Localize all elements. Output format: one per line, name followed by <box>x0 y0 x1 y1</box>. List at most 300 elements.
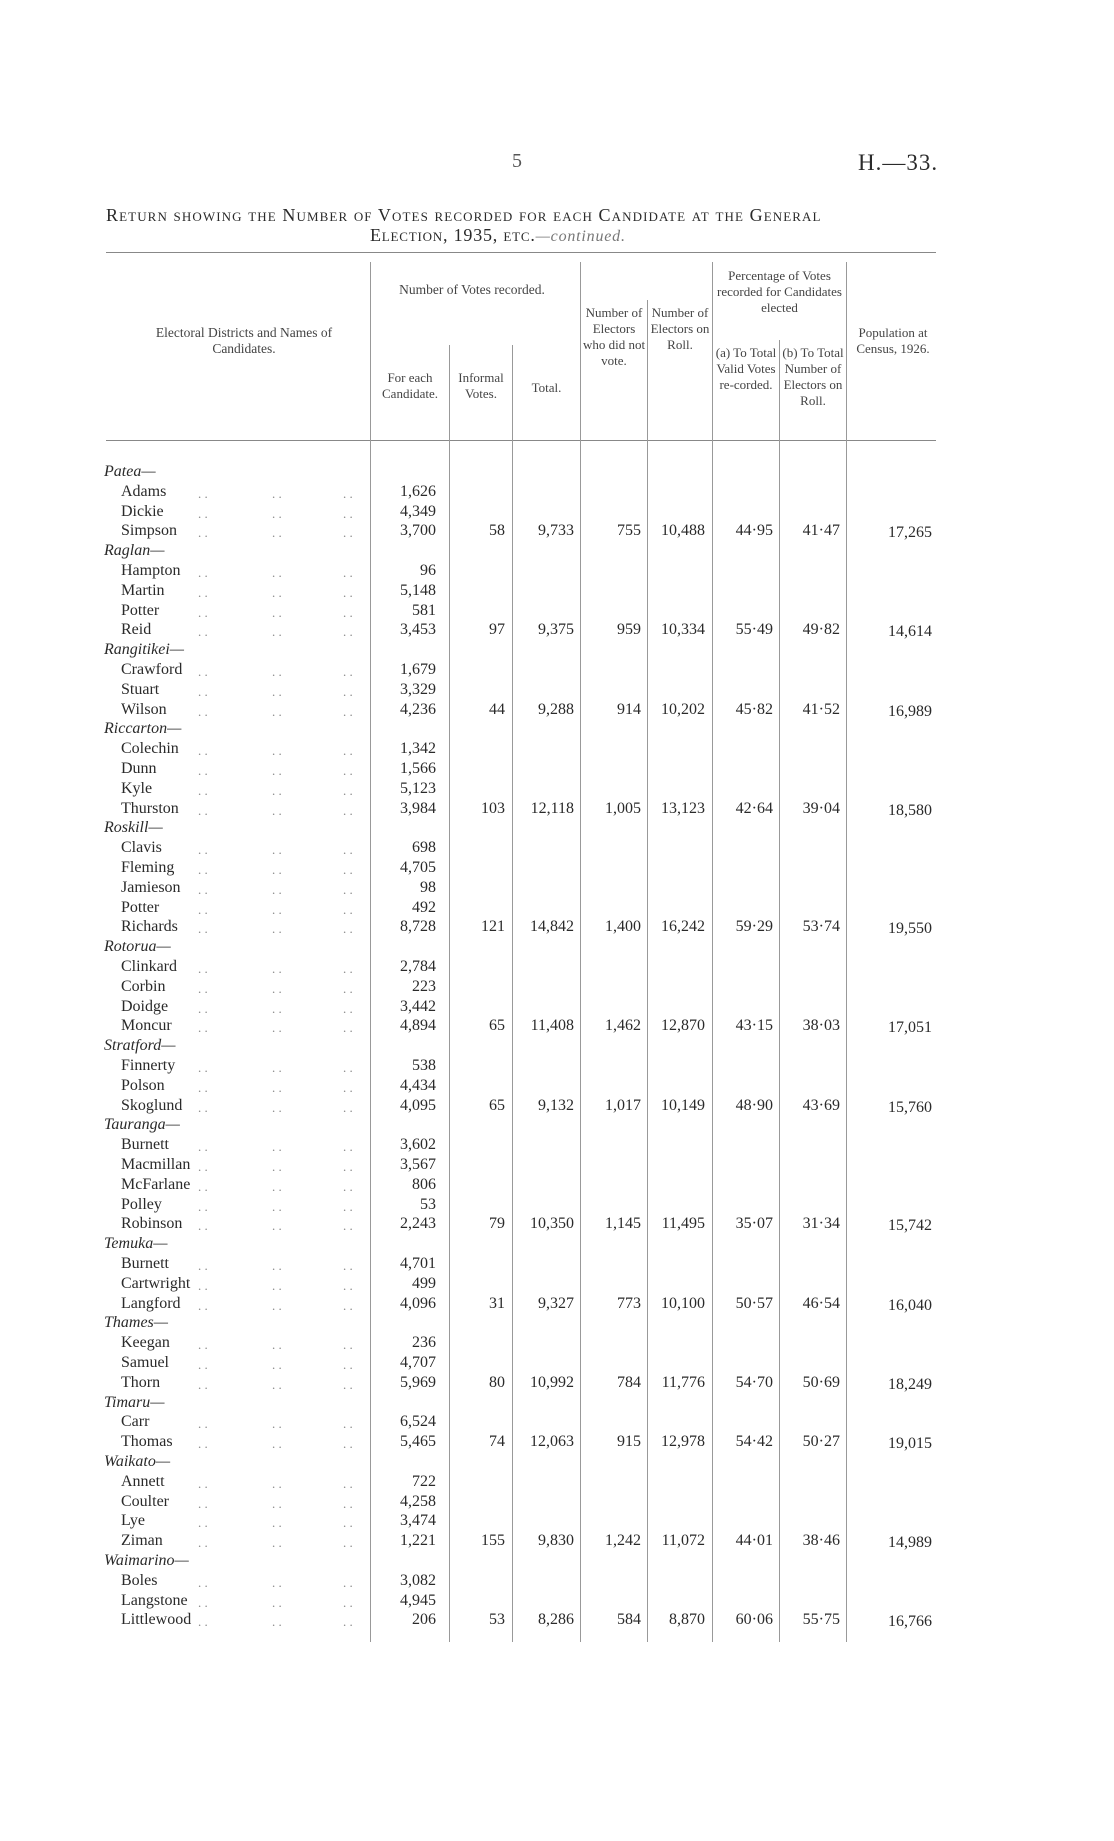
informal-votes: 103 <box>481 799 505 817</box>
leader-dots: . . <box>343 763 353 778</box>
leader-dots: . . <box>343 1574 353 1590</box>
candidate-name: Adams <box>121 482 167 500</box>
did-not-vote: 584 <box>617 1611 641 1629</box>
leader-dots: . . <box>198 1218 208 1234</box>
pct-electors: 50·69 <box>802 1373 840 1391</box>
pct-valid-votes: 55·49 <box>735 621 773 639</box>
candidate-votes: 4,096 <box>400 1294 436 1312</box>
leader-dots: . . <box>272 604 282 620</box>
candidate-name: McFarlane <box>121 1175 191 1193</box>
candidate-name: Dunn <box>121 760 157 777</box>
leader-dots: . . <box>272 802 282 818</box>
did-not-vote: 959 <box>617 621 641 639</box>
leader-dots: . . <box>272 1614 282 1630</box>
candidate-votes: 4,705 <box>400 859 436 876</box>
pct-electors: 50·27 <box>802 1433 840 1451</box>
header-districts: Electoral Districts and Names of Candidates. <box>155 325 333 356</box>
title-line-2: Election, 1935, etc.—continued. <box>370 225 626 245</box>
header-pct-electors: (b) To Total Number of Electors on Roll. <box>782 345 844 408</box>
candidate-votes: 53 <box>420 1195 436 1213</box>
pct-valid-votes: 44·95 <box>735 522 773 540</box>
leader-dots: . . <box>198 743 208 759</box>
leader-dots: . . <box>198 624 208 640</box>
total-votes: 9,733 <box>538 522 574 540</box>
pct-valid-votes: 35·07 <box>735 1215 773 1233</box>
pct-valid-votes: 54·42 <box>735 1433 773 1451</box>
district-name: Tauranga— <box>104 1116 180 1134</box>
leader-dots: . . <box>272 1357 282 1372</box>
leader-dots: . . <box>343 1139 353 1155</box>
pct-valid-votes: 59·29 <box>735 918 773 936</box>
did-not-vote: 755 <box>617 522 641 540</box>
candidate-votes: 3,453 <box>400 621 436 639</box>
candidate-name: Dickie <box>121 502 164 520</box>
total-votes: 9,288 <box>538 700 574 718</box>
candidate-name: Corbin <box>121 977 166 995</box>
electors-on-roll: 10,149 <box>661 1096 705 1114</box>
leader-dots: . . <box>272 664 282 679</box>
electors-on-roll: 11,495 <box>661 1215 705 1233</box>
candidate-votes: 1,221 <box>400 1532 436 1550</box>
leader-dots: . . <box>343 1337 353 1353</box>
candidate-votes: 499 <box>412 1274 436 1292</box>
informal-votes: 31 <box>489 1294 505 1312</box>
electors-on-roll: 16,242 <box>661 918 705 936</box>
leader-dots: . . <box>198 842 208 858</box>
population: 15,760 <box>888 1098 932 1116</box>
candidate-name: Coulter <box>121 1492 169 1510</box>
district-name: Riccarton— <box>104 720 182 738</box>
leader-dots: . . <box>272 862 282 877</box>
leader-dots: . . <box>198 1277 208 1293</box>
candidate-votes: 492 <box>412 898 436 916</box>
candidate-votes: 3,442 <box>400 997 436 1015</box>
leader-dots: . . <box>198 525 208 541</box>
leader-dots: . . <box>343 683 353 699</box>
did-not-vote: 1,145 <box>605 1215 641 1233</box>
leader-dots: . . <box>343 980 353 996</box>
candidate-name: Macmillan <box>121 1156 191 1173</box>
leader-dots: . . <box>343 1297 353 1313</box>
leader-dots: . . <box>343 664 353 679</box>
informal-votes: 65 <box>489 1096 505 1114</box>
candidate-name: Richards <box>121 918 178 936</box>
title-line-1: Return showing the Number of Votes recorded for each Candidate at the General <box>106 205 822 225</box>
leader-dots: . . <box>343 1475 353 1491</box>
candidate-votes: 581 <box>412 601 436 619</box>
leader-dots: . . <box>272 1218 282 1234</box>
header-on-roll: Number of Electors on Roll. <box>650 305 710 352</box>
leader-dots: . . <box>272 1198 282 1214</box>
candidate-name: Ziman <box>121 1532 163 1550</box>
leader-dots: . . <box>198 1297 208 1313</box>
leader-dots: . . <box>343 1376 353 1392</box>
pct-valid-votes: 50·57 <box>735 1294 773 1312</box>
header-did-not-vote: Number of Electors who did not vote. <box>582 305 646 368</box>
pct-electors: 41·52 <box>802 700 840 718</box>
leader-dots: . . <box>272 1574 282 1590</box>
candidate-votes: 3,984 <box>400 799 436 817</box>
did-not-vote: 784 <box>617 1373 641 1391</box>
candidate-votes: 5,465 <box>400 1433 436 1451</box>
candidate-votes: 698 <box>412 839 436 857</box>
total-votes: 9,375 <box>538 621 574 639</box>
informal-votes: 53 <box>489 1611 505 1629</box>
population: 14,989 <box>888 1534 932 1552</box>
leader-dots: . . <box>272 1535 282 1551</box>
leader-dots: . . <box>343 1060 353 1075</box>
candidate-votes: 4,894 <box>400 1017 436 1035</box>
leader-dots: . . <box>343 1594 353 1610</box>
district-name: Rangitikei— <box>104 641 184 659</box>
candidate-name: Carr <box>121 1413 150 1431</box>
leader-dots: . . <box>272 1416 282 1432</box>
header-pct-valid-votes: (a) To Total Valid Votes re-corded. <box>715 345 777 392</box>
pct-valid-votes: 43·15 <box>735 1017 773 1035</box>
total-votes: 9,132 <box>538 1096 574 1114</box>
district-name: Temuka— <box>104 1235 168 1253</box>
leader-dots: . . <box>343 802 353 818</box>
leader-dots: . . <box>198 980 208 996</box>
total-votes: 8,286 <box>538 1611 574 1629</box>
did-not-vote: 1,462 <box>605 1017 641 1035</box>
did-not-vote: 1,400 <box>605 918 641 936</box>
candidate-name: Cartwright <box>121 1274 191 1292</box>
electors-on-roll: 12,870 <box>661 1017 705 1035</box>
candidate-votes: 4,349 <box>400 502 436 520</box>
candidate-name: Skoglund <box>121 1096 183 1114</box>
informal-votes: 80 <box>489 1373 505 1391</box>
leader-dots: . . <box>272 1258 282 1273</box>
pct-electors: 43·69 <box>802 1096 840 1114</box>
total-votes: 10,992 <box>530 1373 574 1391</box>
pct-electors: 53·74 <box>802 918 840 936</box>
leader-dots: . . <box>198 485 208 501</box>
candidate-votes: 3,082 <box>400 1571 436 1589</box>
leader-dots: . . <box>198 1436 208 1452</box>
header-votes-recorded: Number of Votes recorded. <box>399 282 545 297</box>
leader-dots: . . <box>272 1297 282 1313</box>
pct-valid-votes: 60·06 <box>735 1611 773 1629</box>
leader-dots: . . <box>272 782 282 798</box>
electors-on-roll: 8,870 <box>669 1611 705 1629</box>
pct-electors: 41·47 <box>802 522 840 540</box>
electors-on-roll: 13,123 <box>661 799 705 817</box>
candidate-votes: 4,258 <box>400 1492 436 1510</box>
candidate-name: Clavis <box>121 839 162 857</box>
candidate-name: Thomas <box>121 1433 173 1451</box>
leader-dots: . . <box>198 1475 208 1491</box>
leader-dots: . . <box>343 1495 353 1511</box>
document-reference: H.—33. <box>858 150 939 175</box>
did-not-vote: 915 <box>617 1433 641 1451</box>
candidate-votes: 1,626 <box>400 482 436 500</box>
leader-dots: . . <box>343 1198 353 1214</box>
leader-dots: . . <box>272 485 282 501</box>
electors-on-roll: 12,978 <box>661 1433 705 1451</box>
candidate-votes: 96 <box>420 562 436 579</box>
total-votes: 14,842 <box>530 918 574 936</box>
leader-dots: . . <box>272 505 282 521</box>
candidate-votes: 98 <box>420 878 436 896</box>
pct-electors: 38·03 <box>802 1017 840 1035</box>
candidate-votes: 3,602 <box>400 1136 436 1154</box>
leader-dots: . . <box>198 703 208 719</box>
leader-dots: . . <box>272 1376 282 1392</box>
population: 18,249 <box>888 1375 932 1393</box>
leader-dots: . . <box>198 1337 208 1353</box>
candidate-votes: 3,700 <box>400 522 436 540</box>
leader-dots: . . <box>343 1258 353 1273</box>
candidate-name: Langford <box>121 1294 181 1312</box>
candidate-votes: 4,945 <box>400 1591 436 1609</box>
candidate-votes: 722 <box>412 1472 436 1490</box>
informal-votes: 121 <box>481 918 505 936</box>
leader-dots: . . <box>198 584 208 600</box>
leader-dots: . . <box>343 1079 353 1095</box>
leader-dots: . . <box>272 624 282 640</box>
leader-dots: . . <box>343 1515 353 1531</box>
electors-on-roll: 10,488 <box>661 522 705 540</box>
candidate-name: Finnerty <box>121 1057 176 1074</box>
leader-dots: . . <box>198 1178 208 1194</box>
candidate-votes: 3,329 <box>400 680 436 698</box>
leader-dots: . . <box>272 961 282 976</box>
pct-electors: 38·46 <box>802 1532 840 1550</box>
candidate-name: Boles <box>121 1571 158 1589</box>
population: 19,015 <box>888 1435 932 1453</box>
leader-dots: . . <box>198 1594 208 1610</box>
leader-dots: . . <box>343 624 353 640</box>
leader-dots: . . <box>198 802 208 818</box>
candidate-name: Keegan <box>121 1334 170 1352</box>
candidate-name: Simpson <box>121 522 178 540</box>
leader-dots: . . <box>343 1535 353 1551</box>
candidate-name: Littlewood <box>121 1611 192 1629</box>
informal-votes: 97 <box>489 621 505 639</box>
district-name: Stratford— <box>104 1037 176 1055</box>
pct-electors: 55·75 <box>802 1611 840 1629</box>
leader-dots: . . <box>198 862 208 877</box>
leader-dots: . . <box>343 743 353 759</box>
leader-dots: . . <box>198 664 208 679</box>
leader-dots: . . <box>198 1376 208 1392</box>
leader-dots: . . <box>272 1495 282 1511</box>
leader-dots: . . <box>198 1614 208 1630</box>
pct-electors: 49·82 <box>802 621 840 639</box>
candidate-votes: 1,566 <box>400 760 436 777</box>
district-name: Timaru— <box>104 1393 165 1411</box>
leader-dots: . . <box>272 703 282 719</box>
leader-dots: . . <box>343 921 353 937</box>
leader-dots: . . <box>343 1020 353 1036</box>
leader-dots: . . <box>343 901 353 917</box>
candidate-votes: 806 <box>412 1175 436 1193</box>
leader-dots: . . <box>198 1198 208 1214</box>
candidate-name: Langstone <box>121 1591 188 1609</box>
leader-dots: . . <box>272 1475 282 1491</box>
pct-valid-votes: 54·70 <box>735 1373 773 1391</box>
district-name: Raglan— <box>104 542 165 560</box>
candidate-name: Burnett <box>121 1136 169 1154</box>
leader-dots: . . <box>198 961 208 976</box>
population: 14,614 <box>888 623 932 641</box>
did-not-vote: 1,005 <box>605 799 641 817</box>
leader-dots: . . <box>272 1159 282 1174</box>
leader-dots: . . <box>272 1020 282 1036</box>
candidate-name: Polley <box>121 1195 162 1213</box>
candidate-votes: 1,342 <box>400 740 436 758</box>
leader-dots: . . <box>198 1139 208 1155</box>
leader-dots: . . <box>272 1139 282 1155</box>
pct-valid-votes: 45·82 <box>735 700 773 718</box>
header-for-each-candidate: For each Candidate. <box>382 370 438 401</box>
population: 15,742 <box>888 1217 932 1235</box>
candidate-votes: 4,095 <box>400 1096 436 1114</box>
candidate-votes: 6,524 <box>400 1413 436 1431</box>
informal-votes: 74 <box>489 1433 505 1451</box>
candidate-name: Hampton <box>121 562 181 579</box>
candidate-name: Moncur <box>121 1017 172 1035</box>
leader-dots: . . <box>272 901 282 917</box>
leader-dots: . . <box>272 842 282 858</box>
informal-votes: 155 <box>481 1532 505 1550</box>
candidate-votes: 223 <box>412 977 436 995</box>
header-percentage: Percentage of Votes recorded for Candidates elected <box>717 268 842 315</box>
electors-on-roll: 10,334 <box>661 621 705 639</box>
leader-dots: . . <box>198 1416 208 1432</box>
pct-valid-votes: 48·90 <box>735 1096 773 1114</box>
candidate-votes: 2,243 <box>400 1215 436 1233</box>
candidate-name: Jamieson <box>121 878 181 896</box>
leader-dots: . . <box>272 921 282 937</box>
leader-dots: . . <box>198 921 208 937</box>
leader-dots: . . <box>198 1159 208 1174</box>
candidate-name: Thorn <box>121 1373 161 1391</box>
leader-dots: . . <box>343 1277 353 1293</box>
leader-dots: . . <box>198 1079 208 1095</box>
leader-dots: . . <box>198 1000 208 1016</box>
did-not-vote: 1,017 <box>605 1096 641 1114</box>
informal-votes: 79 <box>489 1215 505 1233</box>
leader-dots: . . <box>198 881 208 897</box>
leader-dots: . . <box>272 1079 282 1095</box>
leader-dots: . . <box>198 604 208 620</box>
population: 16,040 <box>888 1296 932 1314</box>
candidate-name: Fleming <box>121 859 175 876</box>
population: 19,550 <box>888 920 932 938</box>
leader-dots: . . <box>343 485 353 501</box>
leader-dots: . . <box>343 703 353 719</box>
page-number: 5 <box>512 150 522 172</box>
candidate-name: Wilson <box>121 700 167 718</box>
leader-dots: . . <box>198 565 208 580</box>
candidate-name: Polson <box>121 1076 165 1094</box>
leader-dots: . . <box>198 782 208 798</box>
leader-dots: . . <box>198 763 208 778</box>
leader-dots: . . <box>343 1000 353 1016</box>
candidate-votes: 1,679 <box>400 661 436 678</box>
pct-electors: 46·54 <box>802 1294 840 1312</box>
district-name: Roskill— <box>104 819 163 837</box>
leader-dots: . . <box>272 1060 282 1075</box>
candidate-name: Martin <box>121 581 165 599</box>
leader-dots: . . <box>198 683 208 699</box>
total-votes: 12,063 <box>530 1433 574 1451</box>
total-votes: 11,408 <box>530 1017 574 1035</box>
candidate-votes: 5,148 <box>400 581 436 599</box>
leader-dots: . . <box>272 1337 282 1353</box>
leader-dots: . . <box>272 1000 282 1016</box>
candidate-votes: 4,707 <box>400 1354 436 1371</box>
informal-votes: 44 <box>489 700 505 718</box>
candidate-votes: 3,567 <box>400 1156 436 1173</box>
leader-dots: . . <box>343 1614 353 1630</box>
leader-dots: . . <box>343 1436 353 1452</box>
leader-dots: . . <box>272 1436 282 1452</box>
candidate-name: Doidge <box>121 997 169 1015</box>
candidate-name: Potter <box>121 898 160 916</box>
leader-dots: . . <box>272 743 282 759</box>
population: 17,051 <box>888 1019 932 1037</box>
leader-dots: . . <box>343 565 353 580</box>
pct-electors: 39·04 <box>802 799 840 817</box>
header-informal-votes: Informal Votes. <box>458 370 504 401</box>
leader-dots: . . <box>198 1574 208 1590</box>
candidate-votes: 538 <box>412 1057 436 1074</box>
leader-dots: . . <box>272 1099 282 1115</box>
header-population: Population at Census, 1926. <box>856 325 930 356</box>
leader-dots: . . <box>198 1258 208 1273</box>
candidate-name: Stuart <box>121 680 160 698</box>
total-votes: 10,350 <box>530 1215 574 1233</box>
informal-votes: 58 <box>489 522 505 540</box>
leader-dots: . . <box>343 584 353 600</box>
leader-dots: . . <box>343 1218 353 1234</box>
leader-dots: . . <box>198 505 208 521</box>
leader-dots: . . <box>272 1178 282 1194</box>
candidate-votes: 2,784 <box>400 958 436 975</box>
district-name: Rotorua— <box>104 938 171 956</box>
population: 17,265 <box>888 524 932 542</box>
leader-dots: . . <box>198 1515 208 1531</box>
total-votes: 12,118 <box>530 799 574 817</box>
leader-dots: . . <box>272 1594 282 1610</box>
candidate-votes: 206 <box>412 1611 436 1629</box>
candidate-name: Robinson <box>121 1215 183 1233</box>
leader-dots: . . <box>272 980 282 996</box>
candidate-name: Kyle <box>121 779 153 797</box>
leader-dots: . . <box>198 901 208 917</box>
electors-on-roll: 10,202 <box>661 700 705 718</box>
candidate-name: Reid <box>121 621 152 639</box>
candidate-name: Clinkard <box>121 958 177 975</box>
leader-dots: . . <box>198 1060 208 1075</box>
leader-dots: . . <box>343 525 353 541</box>
candidate-name: Annett <box>121 1472 165 1490</box>
did-not-vote: 773 <box>617 1294 641 1312</box>
district-name: Waimarino— <box>104 1552 189 1569</box>
leader-dots: . . <box>198 1020 208 1036</box>
population: 16,989 <box>888 702 932 720</box>
header-total: Total. <box>531 380 562 395</box>
total-votes: 9,327 <box>538 1294 574 1312</box>
leader-dots: . . <box>272 1277 282 1293</box>
candidate-name: Thurston <box>121 799 179 817</box>
district-name: Thames— <box>104 1314 169 1332</box>
population: 16,766 <box>888 1613 932 1631</box>
leader-dots: . . <box>272 763 282 778</box>
